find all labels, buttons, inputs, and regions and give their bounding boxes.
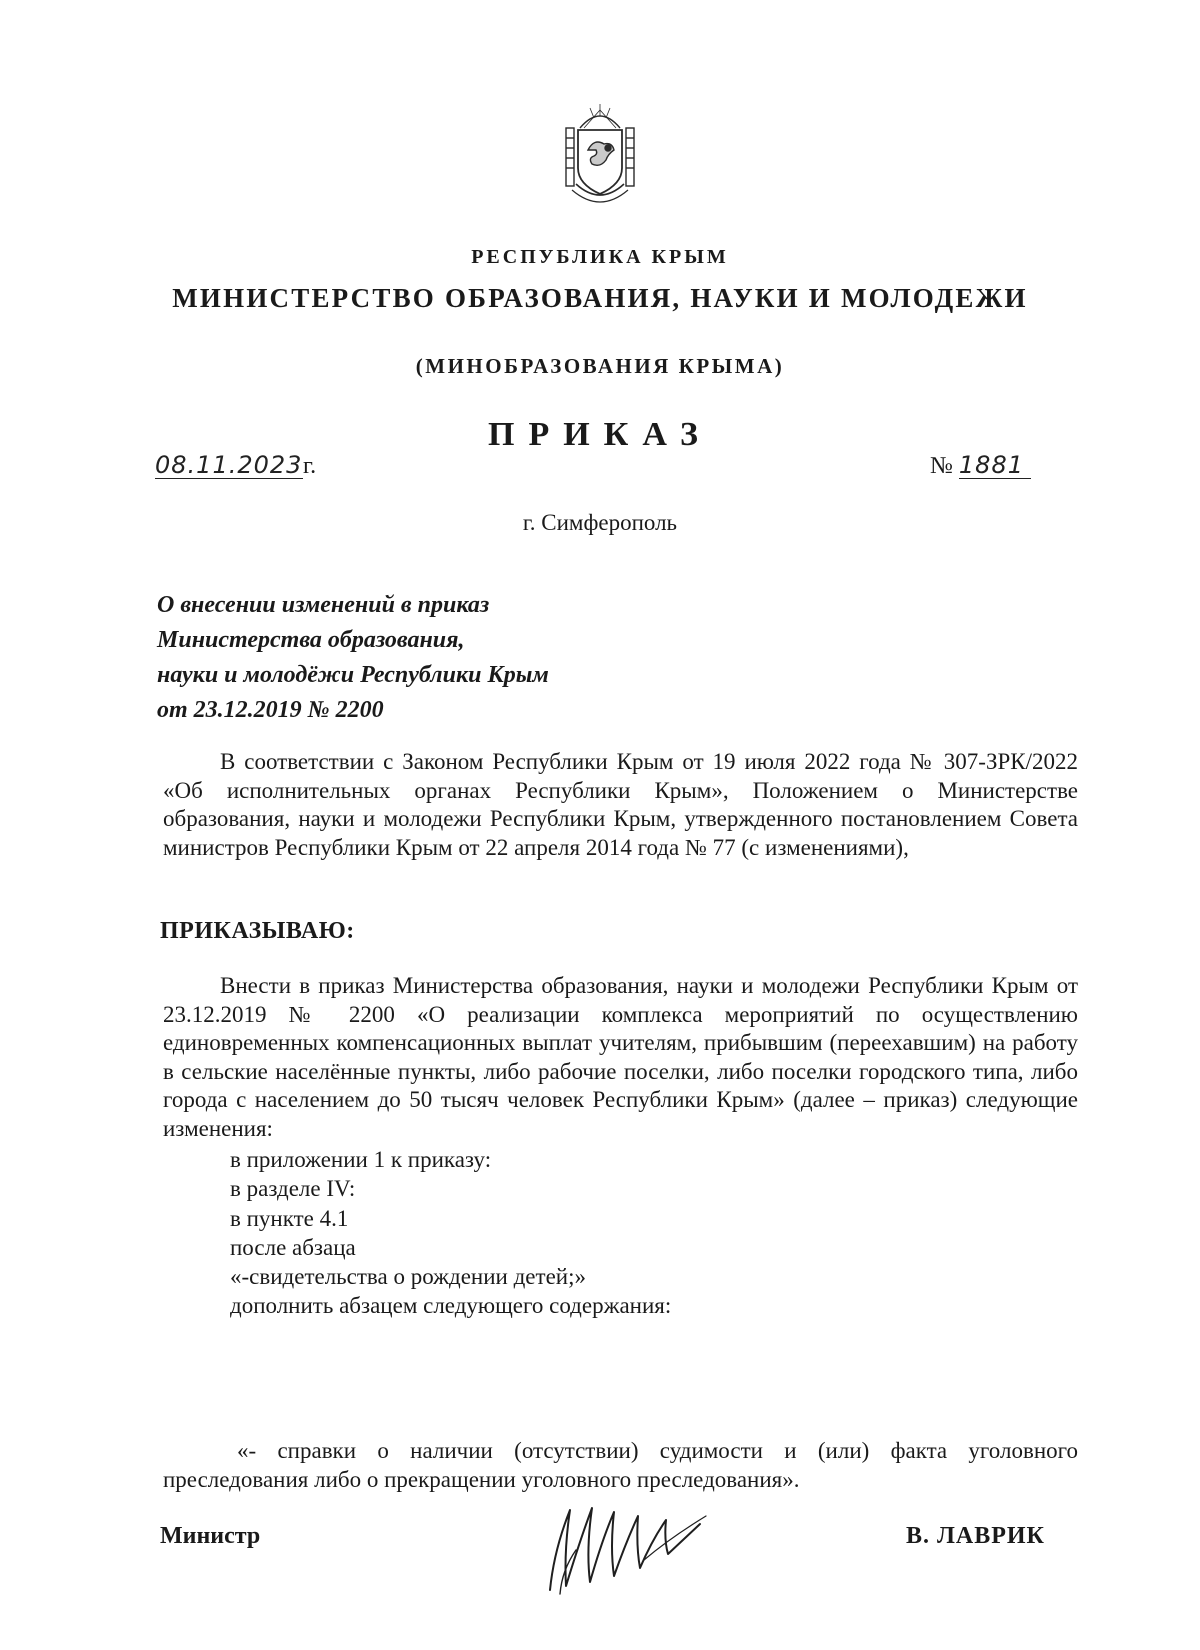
order-subject <box>157 588 549 728</box>
republic-title: РЕСПУБЛИКА КРЫМ <box>471 246 729 268</box>
order-number-handwritten: 1881 <box>959 452 1031 479</box>
amendment-item: в приложении 1 к приказу: <box>230 1147 492 1172</box>
main-paragraph <box>163 972 1078 1143</box>
order-date-suffix: г. <box>303 453 317 479</box>
order-date <box>155 452 316 480</box>
command-heading: ПРИКАЗЫВАЮ: <box>160 918 355 944</box>
amendment-item: после абзаца <box>230 1234 356 1260</box>
subject-line: науки и молодёжи Республики Крым <box>157 662 549 688</box>
signatory-position: Министр <box>160 1523 261 1549</box>
subject-line: от 23.12.2019 № 2200 <box>157 697 384 723</box>
subject-line: Министерства образования, <box>157 627 465 653</box>
crimea-coat-of-arms-icon <box>558 98 642 214</box>
ministry-title: МИНИСТЕРСТВО ОБРАЗОВАНИЯ, НАУКИ И МОЛОДЕЖИ <box>172 283 1028 313</box>
handwritten-signature-icon <box>540 1490 710 1602</box>
addition-text: «- справки о наличии (отсутствии) судимости и (или) факта уголовного преследования либо о прекращении уголовного преследования». <box>163 1438 1078 1492</box>
amendment-item: дополнить абзацем следующего содержания: <box>230 1293 672 1319</box>
order-date-handwritten: 08.11.2023 <box>155 451 303 479</box>
order-number-prefix: № <box>930 453 953 479</box>
amendment-item: в разделе IV: <box>230 1176 356 1202</box>
amendment-item: «-свидетельства о рождении детей;» <box>230 1264 586 1290</box>
preamble-text: В соответствии с Законом Республики Крым от 19 июля 2022 года № 307-ЗРК/2022 «Об исполнительных органах Республики Крым», Положением о Министерстве образования, науки и молодежи Республики Крым, утвержденного постановлением Совета министров Республики Крым от 22 апреля 2014 года № 77 (с изменениями), <box>163 749 1078 860</box>
preamble-paragraph <box>163 748 1078 862</box>
amendment-item: в пункте 4.1 <box>230 1205 349 1231</box>
main-paragraph-text: Внести в приказ Министерства образования, науки и молодежи Республики Крым от 23.12.2019 № 2200 «О реализации комплекса мероприятий по осуществлению единовременных компенсационных выплат учителям, прибывшим (переехавшим) на работу в сельские населённые пункты, либо рабочие поселки, либо поселки городского типа, либо города с населением до 50 тысяч человек Республики Крым» (далее – приказ) следующие изменения: <box>163 973 1078 1141</box>
amendment-items <box>230 1145 671 1321</box>
document-type-title: ПРИКАЗ <box>488 416 712 453</box>
city-line: г. Симферополь <box>522 510 678 535</box>
order-number <box>930 452 1031 480</box>
signatory-name: В. ЛАВРИК <box>906 1523 1045 1549</box>
subject-line: О внесении изменений в приказ <box>157 592 490 618</box>
ministry-short-title: (МИНОБРАЗОВАНИЯ КРЫМА) <box>415 354 785 378</box>
addition-paragraph <box>163 1437 1078 1494</box>
